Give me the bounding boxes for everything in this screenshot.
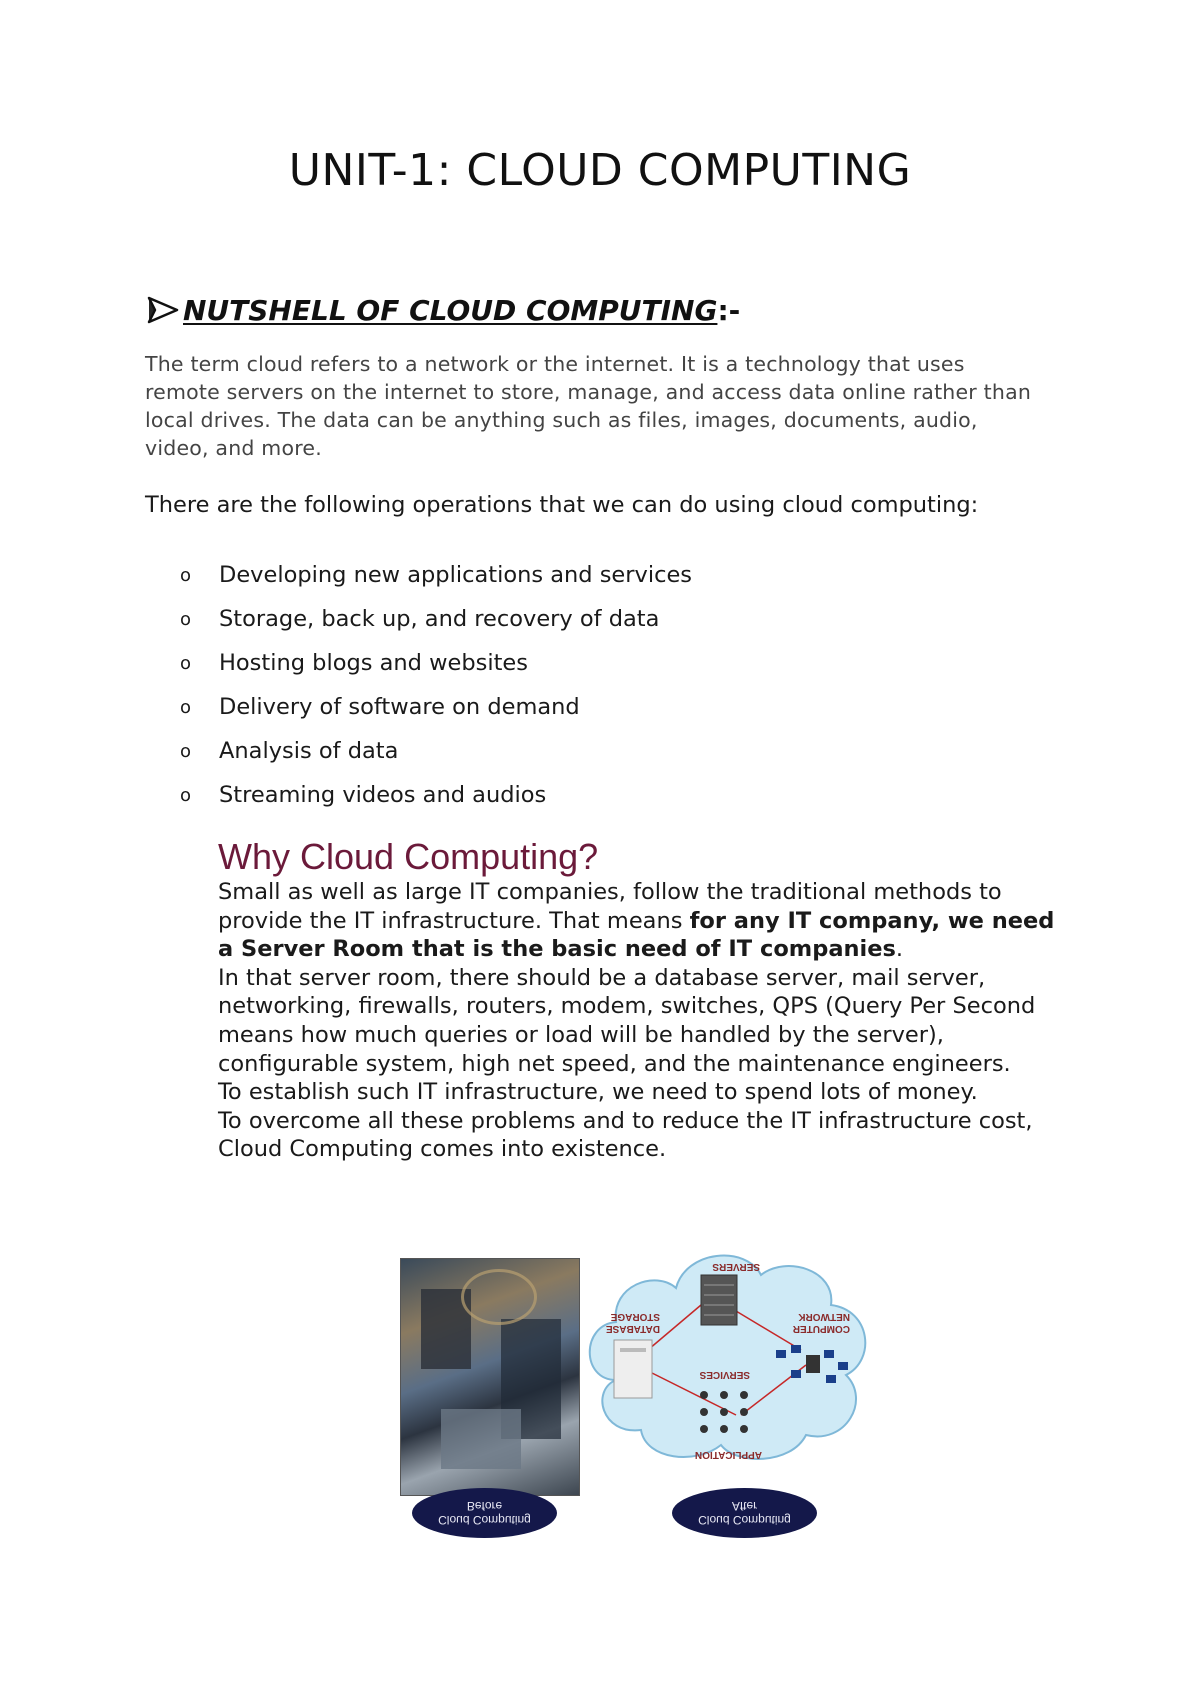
before-badge-line-1: Cloud Computing <box>438 1513 531 1527</box>
storage-icon <box>614 1340 652 1398</box>
why-p1-text: Small as well as large IT companies, follow the traditional methods to provide the IT infrastructure. That means <box>218 879 1002 934</box>
why-p1-end: . <box>895 936 904 963</box>
list-item-text: Hosting blogs and websites <box>219 650 529 676</box>
list-item-text: Delivery of software on demand <box>219 694 580 720</box>
list-item-text: Streaming videos and audios <box>219 782 547 808</box>
list-item <box>180 597 692 641</box>
list-bullet: o <box>180 652 192 674</box>
operations-intro: There are the following operations that we can do using cloud computing: <box>145 492 979 518</box>
server-icon <box>701 1275 737 1325</box>
list-item <box>180 553 692 597</box>
list-bullet: o <box>180 696 192 718</box>
cloud-diagram <box>576 1230 880 1465</box>
list-bullet: o <box>180 564 192 586</box>
application-label: APPLICATION <box>694 1449 762 1460</box>
server-room-photo <box>400 1258 580 1496</box>
list-item <box>180 729 692 773</box>
database-label: DATABASE <box>605 1323 660 1334</box>
why-paragraph-4: To overcome all these problems and to reduce the IT infrastructure cost, Cloud Computing comes into existence. <box>218 1107 1033 1163</box>
document-title: UNIT-1: CLOUD COMPUTING <box>288 145 912 196</box>
before-after-figure <box>400 1230 880 1530</box>
why-heading: Why Cloud Computing? <box>218 836 599 877</box>
section-heading <box>145 288 740 332</box>
list-item-text: Analysis of data <box>219 738 399 764</box>
storage-label: STORAGE <box>610 1311 660 1322</box>
list-item-text: Storage, back up, and recovery of data <box>219 606 660 632</box>
why-paragraph-3: To establish such IT infrastructure, we need to spend lots of money. <box>218 1079 978 1106</box>
why-p1-bold: for any IT company, we need a Server Room that is the basic need of IT companies <box>218 907 1055 963</box>
list-item-text: Developing new applications and services <box>219 562 693 588</box>
before-badge-line-2: Before <box>466 1499 503 1513</box>
list-bullet: o <box>180 784 192 806</box>
arrow-bullet-icon <box>145 292 181 328</box>
list-bullet: o <box>180 608 192 630</box>
section-heading-text: NUTSHELL OF CLOUD COMPUTING <box>183 293 718 327</box>
after-badge <box>672 1488 817 1538</box>
list-item <box>180 773 692 817</box>
services-icons <box>700 1391 748 1433</box>
before-badge <box>412 1488 557 1538</box>
network-label: NETWORK <box>798 1311 850 1322</box>
computer-label: COMPUTER <box>792 1323 850 1334</box>
why-body <box>218 878 1068 1164</box>
services-label: SERVICES <box>699 1369 750 1380</box>
why-paragraph-1 <box>218 878 1068 964</box>
operations-list <box>180 553 692 817</box>
section-heading-suffix: :- <box>717 293 741 327</box>
list-item <box>180 685 692 729</box>
servers-label: SERVERS <box>712 1261 760 1272</box>
list-bullet: o <box>180 740 192 762</box>
after-badge-line-2: After <box>731 1499 758 1513</box>
intro-paragraph: The term cloud refers to a network or the internet. It is a technology that uses remote servers on the internet to store, manage, and access data online rather than local drives. The data can be anything such as files, images, documents, audio, video, and more. <box>145 352 1032 460</box>
why-paragraph-2: In that server room, there should be a database server, mail server, networking, firewalls, routers, modem, switches, QPS (Query Per Second means how much queries or load will be handled by the server), configurable system, high net speed, and the maintenance engineers. <box>218 964 1036 1077</box>
after-badge-line-1: Cloud Computing <box>698 1513 791 1527</box>
list-item <box>180 641 692 685</box>
